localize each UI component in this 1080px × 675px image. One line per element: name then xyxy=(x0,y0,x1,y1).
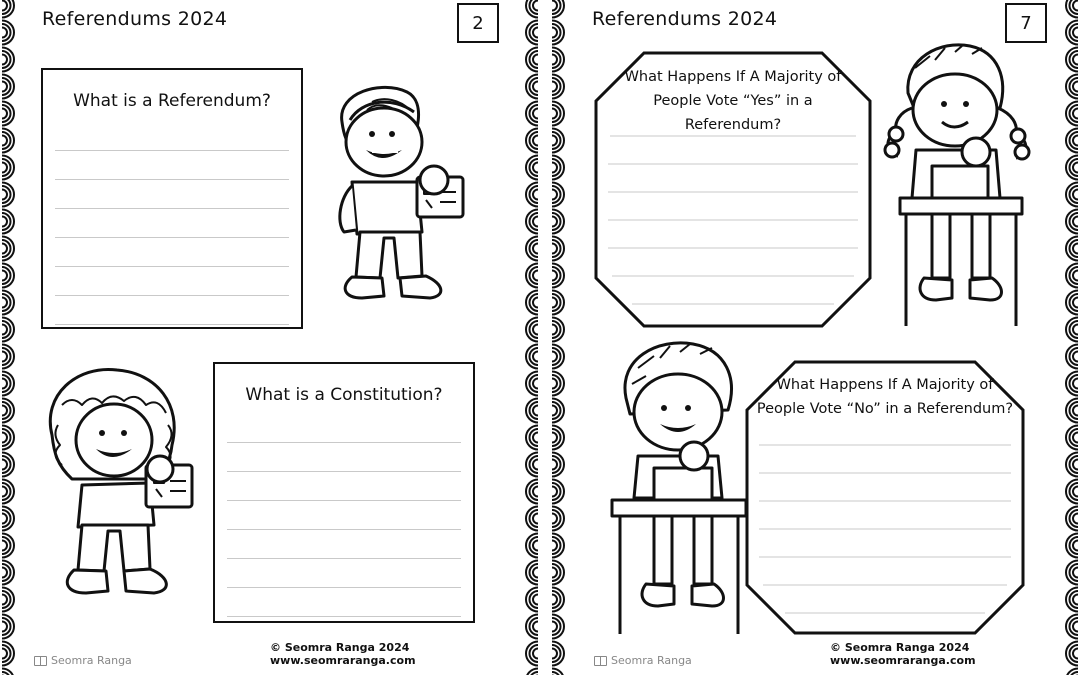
page-number: 2 xyxy=(457,3,499,43)
page-number: 7 xyxy=(1005,3,1047,43)
writing-lines xyxy=(55,122,289,325)
box-title: What is a Referendum? xyxy=(73,91,271,111)
constitution-answer-box xyxy=(213,362,475,623)
boy-holding-ballot-illustration xyxy=(322,82,472,312)
scalloped-border-right xyxy=(514,0,540,675)
box-title: What is a Constitution? xyxy=(245,385,443,405)
header-title: Referendums 2024 xyxy=(42,8,228,30)
referendum-answer-box xyxy=(41,68,303,329)
girl-at-ballot-box-illustration xyxy=(880,38,1050,330)
footer-brand-text: Seomra Ranga xyxy=(611,654,692,667)
footer-copyright: © Seomra Ranga 2024 www.seomraranga.com xyxy=(830,641,976,667)
scalloped-border-right xyxy=(1054,0,1080,675)
footer-brand xyxy=(594,654,692,667)
girl-holding-ballot-illustration xyxy=(42,365,202,615)
footer-copyright: © Seomra Ranga 2024 www.seomraranga.com xyxy=(270,641,416,667)
footer-brand xyxy=(34,654,132,667)
box-title: What Happens If A Majority of People Vote “Yes” in a Referendum? xyxy=(624,69,842,133)
book-icon xyxy=(34,656,47,666)
page-gutter xyxy=(540,0,550,675)
yes-vote-answer-box xyxy=(594,51,872,328)
book-icon xyxy=(594,656,607,666)
worksheet-page-right xyxy=(550,0,1080,675)
footer-brand-text: Seomra Ranga xyxy=(51,654,132,667)
no-vote-answer-box xyxy=(745,360,1025,635)
scalloped-border-left xyxy=(0,0,26,675)
box-title: What Happens If A Majority of People Vote “No” in a Referendum? xyxy=(756,377,1014,417)
boy-at-ballot-box-illustration xyxy=(598,338,768,638)
scalloped-border-left xyxy=(550,0,576,675)
writing-lines xyxy=(227,414,461,617)
header-title: Referendums 2024 xyxy=(592,8,778,30)
